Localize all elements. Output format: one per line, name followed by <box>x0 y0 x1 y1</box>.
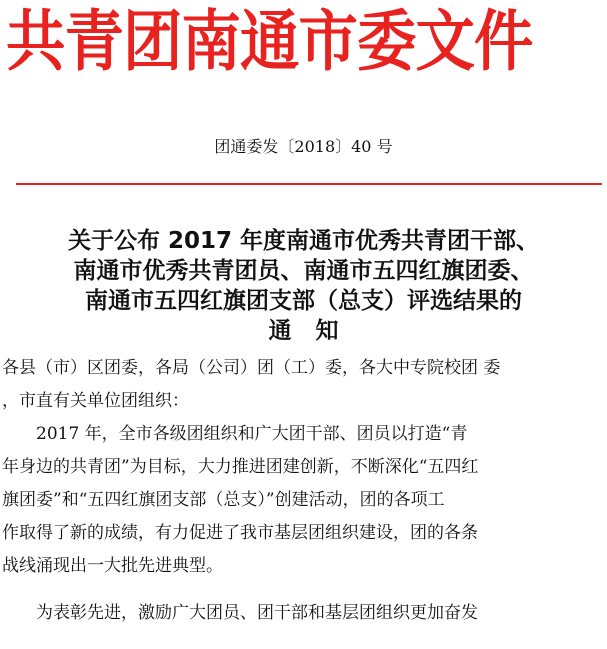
title-line: 南通市优秀共青团员、南通市五四红旗团委、 <box>73 258 534 284</box>
masthead: 共青团南通市委文件 <box>6 4 533 80</box>
title-line: 关于公布 2017 年度南通市优秀共青团干部、 <box>67 228 540 254</box>
paragraph-line: 为表彰先进，激励广大团员、团干部和基层团组织更加奋发 <box>36 603 478 623</box>
document-body <box>2 352 602 630</box>
title-notice: 通知 <box>268 318 363 344</box>
paragraph-line: 作取得了新的成绩，有力促进了我市基层团组织建设，团的各条 <box>2 523 478 543</box>
document-number: 团通委发〔2018〕40 号 <box>214 137 393 156</box>
paragraph-line: 战线涌现出一大批先进典型。 <box>2 556 223 576</box>
paragraph-line: 旗团委”和“五四红旗团支部（总支）”创建活动，团的各项工 <box>2 490 445 510</box>
title-line: 南通市五四红旗团支部（总支）评选结果的 <box>85 288 522 314</box>
paragraph-line: 2017 年，全市各级团组织和广大团干部、团员以打造“青 <box>36 424 468 444</box>
red-divider-line <box>16 183 602 185</box>
document-title <box>0 226 607 346</box>
paragraph-line: 年身边的共青团”为目标，大力推进团建创新，不断深化“五四红 <box>2 457 479 477</box>
salutation-line: ，市直有关单位团组织： <box>2 391 189 411</box>
salutation-line: 各县（市）区团委，各局（公司）团（工）委，各大中专院校团 委 <box>2 358 501 378</box>
